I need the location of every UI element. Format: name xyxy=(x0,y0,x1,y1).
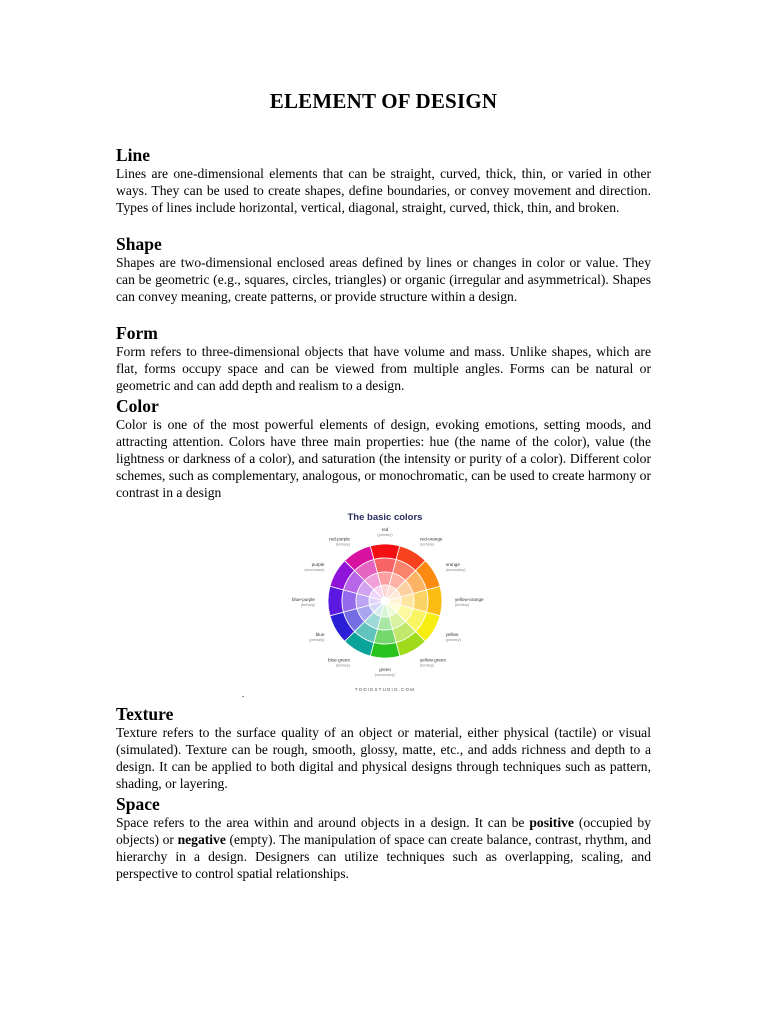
space-text-part-3: (empty). The manipulation of space can create balance, contrast, rhythm, and hierarchy in a design. Designers can utilize techniques such as overlapping, scaling, and perspective to control spatial relationships. xyxy=(116,832,651,881)
section-text-space xyxy=(116,814,651,882)
hue-label-purple: purple xyxy=(311,562,325,567)
wheel-segment-green-ring-0 xyxy=(370,643,400,658)
hue-label-red-purple: red-purple xyxy=(329,536,350,542)
hue-label-red-orange: red-orange xyxy=(420,536,443,542)
color-wheel-figure xyxy=(248,503,528,698)
term-negative: negative xyxy=(177,832,226,847)
figure-caption-mark: . xyxy=(242,689,245,699)
hue-label-blue: blue xyxy=(315,632,325,637)
hue-role-red: (primary) xyxy=(377,533,393,537)
wheel-segment-yellow-orange-ring-0 xyxy=(427,586,442,616)
hue-role-yellow: (primary) xyxy=(445,638,461,642)
section-heading-shape: Shape xyxy=(116,234,162,254)
term-positive: positive xyxy=(529,815,574,830)
section-heading-color: Color xyxy=(116,396,159,416)
section-heading-line: Line xyxy=(116,145,151,165)
hue-role-red-purple: (tertiary) xyxy=(335,542,350,547)
section-text-color: Color is one of the most powerful elements of design, evoking emotions, setting moods, and attracting attention. Colors have three main properties: hue (the name of the color), value (the lightness or darkness of a color), and saturation (the intensity or purity of a color). Different color schemes, such as complementary, analogous, or monochromatic, can be used to create harmony or contrast in a design xyxy=(116,417,651,500)
hue-role-purple: (secondary) xyxy=(304,568,325,572)
section-space xyxy=(116,794,651,882)
section-text-form: Form refers to three-dimensional objects that have volume and mass. Unlike shapes, which are flat, forms occupy space and can be viewed from multiple angles. Forms can be natural or geometric and can add depth and realism to a design. xyxy=(116,344,651,393)
page-title: ELEMENT OF DESIGN xyxy=(269,89,498,113)
hue-label-yellow-orange: yellow-orange xyxy=(455,597,484,602)
section-line xyxy=(116,145,651,216)
hue-role-blue-purple: (tertiary) xyxy=(300,603,315,607)
wheel-segment-blue-purple-ring-0 xyxy=(328,586,343,616)
section-heading-texture: Texture xyxy=(116,704,174,724)
wheel-segment-red-ring-0 xyxy=(370,544,400,559)
figure-footer: TODIESTUDIO.COM xyxy=(354,687,416,692)
section-color xyxy=(116,396,651,501)
section-text-texture: Texture refers to the surface quality of an object or material, either physical (tactile) or visual (simulated). Texture can be rough, smooth, glossy, matte, etc., and adds richness and depth to a design. It can be applied to both digital and physical designs through techniques such as pattern, shading, or layering. xyxy=(116,725,651,791)
hue-label-yellow: yellow xyxy=(445,632,459,637)
section-form xyxy=(116,323,651,394)
hue-label-red: red xyxy=(381,527,389,532)
color-wheel-image xyxy=(248,503,528,698)
hue-label-orange: orange xyxy=(445,562,460,567)
section-heading-form: Form xyxy=(116,323,158,343)
section-shape xyxy=(116,234,651,305)
hue-role-orange: (secondary) xyxy=(445,568,466,572)
hue-label-blue-purple: blue-purple xyxy=(292,597,315,602)
hue-label-yellow-green: yellow-green xyxy=(420,657,447,663)
hue-label-green: green xyxy=(379,667,391,672)
hue-role-blue-green: (tertiary) xyxy=(335,663,350,668)
hue-role-green: (secondary) xyxy=(374,673,396,677)
hue-label-blue-green: blue-green xyxy=(328,657,350,663)
section-text-line: Lines are one-dimensional elements that can be straight, curved, thick, thin, or varied in other ways. They can be used to create shapes, define boundaries, or convey movement and direction. Types of lines include horizontal, vertical, diagonal, straight, curved, thick, thin, and broken. xyxy=(116,166,651,215)
hue-role-yellow-orange: (tertiary) xyxy=(455,603,470,607)
space-text-part-1: Space refers to the area within and around objects in a design. It can be xyxy=(116,815,530,830)
figure-title: The basic colors xyxy=(347,512,423,523)
section-texture xyxy=(116,704,651,792)
section-text-shape: Shapes are two-dimensional enclosed areas defined by lines or changes in color or value. They can be geometric (e.g., squares, circles, triangles) or organic (irregular and asymmetrical). Shapes can convey meaning, create patterns, or provide structure within a design. xyxy=(116,255,651,304)
hue-role-yellow-green: (tertiary) xyxy=(420,663,435,668)
hue-role-blue: (primary) xyxy=(309,638,325,642)
space-text-part-2: (occupied by objects) or xyxy=(116,815,651,847)
section-heading-space: Space xyxy=(116,794,160,814)
hue-role-red-orange: (tertiary) xyxy=(420,542,435,547)
